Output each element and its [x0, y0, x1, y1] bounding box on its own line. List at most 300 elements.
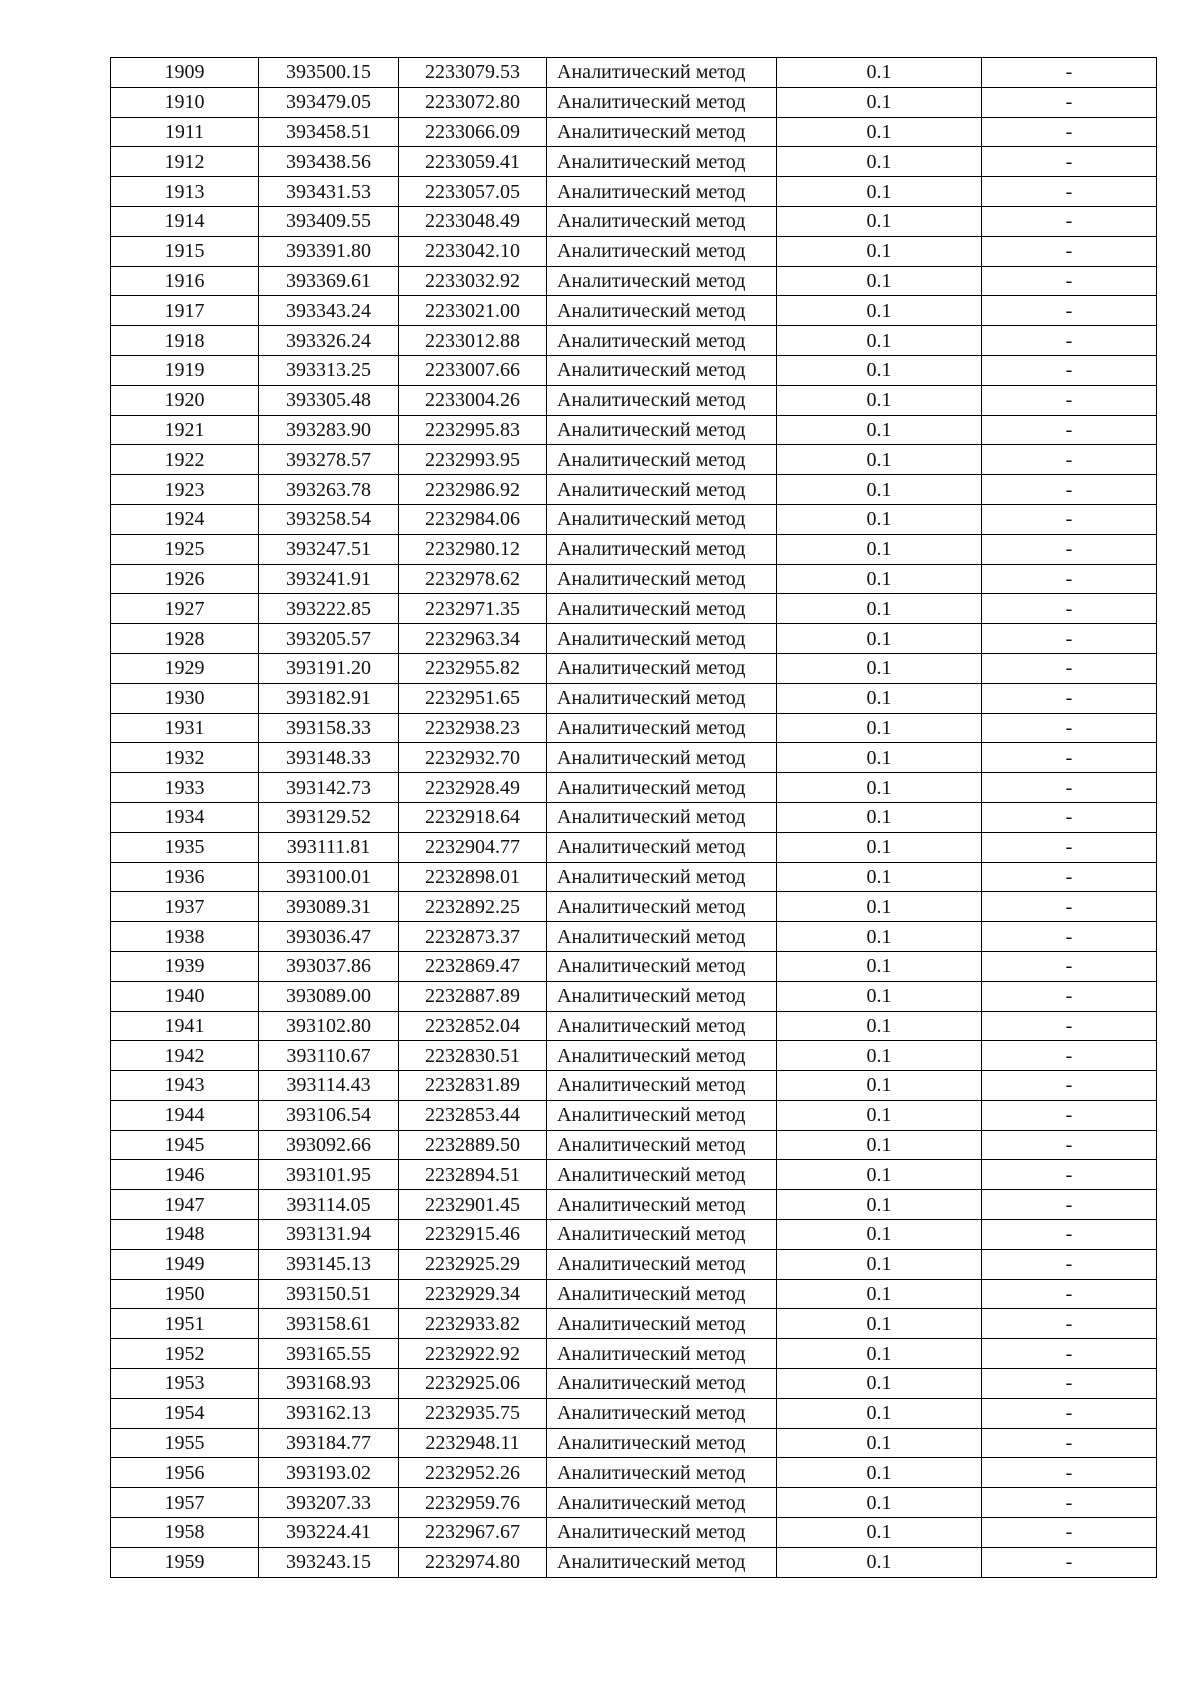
accuracy-cell: 0.1	[777, 832, 982, 862]
accuracy-cell: 0.1	[777, 802, 982, 832]
x-coordinate-cell: 393114.05	[259, 1190, 399, 1220]
y-coordinate-cell: 2233021.00	[399, 296, 547, 326]
method-cell: Аналитический метод	[547, 564, 777, 594]
method-cell: Аналитический метод	[547, 326, 777, 356]
method-cell: Аналитический метод	[547, 951, 777, 981]
y-coordinate-cell: 2232955.82	[399, 653, 547, 683]
y-coordinate-cell: 2232894.51	[399, 1160, 547, 1190]
method-cell: Аналитический метод	[547, 87, 777, 117]
x-coordinate-cell: 393283.90	[259, 415, 399, 445]
accuracy-cell: 0.1	[777, 445, 982, 475]
note-cell: -	[982, 177, 1157, 207]
accuracy-cell: 0.1	[777, 564, 982, 594]
x-coordinate-cell: 393343.24	[259, 296, 399, 326]
coordinates-table	[110, 57, 1157, 1578]
method-cell: Аналитический метод	[547, 832, 777, 862]
point-number-cell: 1942	[111, 1041, 259, 1071]
point-number-cell: 1949	[111, 1249, 259, 1279]
point-number-cell: 1956	[111, 1458, 259, 1488]
note-cell: -	[982, 1249, 1157, 1279]
y-coordinate-cell: 2232887.89	[399, 981, 547, 1011]
accuracy-cell: 0.1	[777, 1547, 982, 1577]
method-cell: Аналитический метод	[547, 773, 777, 803]
x-coordinate-cell: 393500.15	[259, 58, 399, 88]
accuracy-cell: 0.1	[777, 87, 982, 117]
note-cell: -	[982, 594, 1157, 624]
table-row	[111, 1011, 1157, 1041]
y-coordinate-cell: 2232959.76	[399, 1488, 547, 1518]
table-row	[111, 385, 1157, 415]
y-coordinate-cell: 2233059.41	[399, 147, 547, 177]
accuracy-cell: 0.1	[777, 385, 982, 415]
x-coordinate-cell: 393241.91	[259, 564, 399, 594]
note-cell: -	[982, 147, 1157, 177]
method-cell: Аналитический метод	[547, 415, 777, 445]
y-coordinate-cell: 2232948.11	[399, 1428, 547, 1458]
method-cell: Аналитический метод	[547, 1398, 777, 1428]
accuracy-cell: 0.1	[777, 624, 982, 654]
method-cell: Аналитический метод	[547, 594, 777, 624]
table-row	[111, 206, 1157, 236]
method-cell: Аналитический метод	[547, 1160, 777, 1190]
table-row	[111, 594, 1157, 624]
point-number-cell: 1918	[111, 326, 259, 356]
note-cell: -	[982, 683, 1157, 713]
point-number-cell: 1945	[111, 1130, 259, 1160]
point-number-cell: 1911	[111, 117, 259, 147]
x-coordinate-cell: 393247.51	[259, 534, 399, 564]
accuracy-cell: 0.1	[777, 1428, 982, 1458]
table-row	[111, 802, 1157, 832]
table-row	[111, 1309, 1157, 1339]
table-row	[111, 653, 1157, 683]
point-number-cell: 1930	[111, 683, 259, 713]
note-cell: -	[982, 624, 1157, 654]
table-row	[111, 504, 1157, 534]
method-cell: Аналитический метод	[547, 922, 777, 952]
note-cell: -	[982, 206, 1157, 236]
point-number-cell: 1936	[111, 862, 259, 892]
y-coordinate-cell: 2232922.92	[399, 1339, 547, 1369]
note-cell: -	[982, 236, 1157, 266]
note-cell: -	[982, 1547, 1157, 1577]
table-row	[111, 1428, 1157, 1458]
method-cell: Аналитический метод	[547, 236, 777, 266]
table-row	[111, 922, 1157, 952]
x-coordinate-cell: 393158.33	[259, 713, 399, 743]
x-coordinate-cell: 393182.91	[259, 683, 399, 713]
point-number-cell: 1933	[111, 773, 259, 803]
point-number-cell: 1927	[111, 594, 259, 624]
y-coordinate-cell: 2233057.05	[399, 177, 547, 207]
method-cell: Аналитический метод	[547, 1547, 777, 1577]
table-row	[111, 117, 1157, 147]
table-row	[111, 266, 1157, 296]
note-cell: -	[982, 653, 1157, 683]
table-row	[111, 1160, 1157, 1190]
x-coordinate-cell: 393101.95	[259, 1160, 399, 1190]
x-coordinate-cell: 393326.24	[259, 326, 399, 356]
accuracy-cell: 0.1	[777, 147, 982, 177]
table-row	[111, 1398, 1157, 1428]
accuracy-cell: 0.1	[777, 1339, 982, 1369]
note-cell: -	[982, 475, 1157, 505]
table-row	[111, 1130, 1157, 1160]
method-cell: Аналитический метод	[547, 1071, 777, 1101]
point-number-cell: 1954	[111, 1398, 259, 1428]
point-number-cell: 1934	[111, 802, 259, 832]
x-coordinate-cell: 393100.01	[259, 862, 399, 892]
method-cell: Аналитический метод	[547, 1369, 777, 1399]
x-coordinate-cell: 393438.56	[259, 147, 399, 177]
method-cell: Аналитический метод	[547, 1279, 777, 1309]
point-number-cell: 1955	[111, 1428, 259, 1458]
note-cell: -	[982, 415, 1157, 445]
y-coordinate-cell: 2232889.50	[399, 1130, 547, 1160]
method-cell: Аналитический метод	[547, 1339, 777, 1369]
method-cell: Аналитический метод	[547, 1518, 777, 1548]
accuracy-cell: 0.1	[777, 1458, 982, 1488]
y-coordinate-cell: 2232898.01	[399, 862, 547, 892]
y-coordinate-cell: 2233032.92	[399, 266, 547, 296]
accuracy-cell: 0.1	[777, 1100, 982, 1130]
method-cell: Аналитический метод	[547, 1458, 777, 1488]
x-coordinate-cell: 393258.54	[259, 504, 399, 534]
accuracy-cell: 0.1	[777, 1041, 982, 1071]
table-row	[111, 951, 1157, 981]
accuracy-cell: 0.1	[777, 1369, 982, 1399]
note-cell: -	[982, 326, 1157, 356]
point-number-cell: 1932	[111, 743, 259, 773]
y-coordinate-cell: 2232853.44	[399, 1100, 547, 1130]
y-coordinate-cell: 2232831.89	[399, 1071, 547, 1101]
accuracy-cell: 0.1	[777, 1190, 982, 1220]
y-coordinate-cell: 2232952.26	[399, 1458, 547, 1488]
point-number-cell: 1912	[111, 147, 259, 177]
note-cell: -	[982, 1220, 1157, 1250]
note-cell: -	[982, 773, 1157, 803]
y-coordinate-cell: 2232971.35	[399, 594, 547, 624]
table-row	[111, 1190, 1157, 1220]
x-coordinate-cell: 393391.80	[259, 236, 399, 266]
y-coordinate-cell: 2233066.09	[399, 117, 547, 147]
table-row	[111, 981, 1157, 1011]
accuracy-cell: 0.1	[777, 58, 982, 88]
accuracy-cell: 0.1	[777, 1488, 982, 1518]
method-cell: Аналитический метод	[547, 1130, 777, 1160]
y-coordinate-cell: 2233072.80	[399, 87, 547, 117]
point-number-cell: 1939	[111, 951, 259, 981]
accuracy-cell: 0.1	[777, 1071, 982, 1101]
note-cell: -	[982, 1339, 1157, 1369]
note-cell: -	[982, 922, 1157, 952]
method-cell: Аналитический метод	[547, 683, 777, 713]
x-coordinate-cell: 393110.67	[259, 1041, 399, 1071]
y-coordinate-cell: 2232993.95	[399, 445, 547, 475]
accuracy-cell: 0.1	[777, 862, 982, 892]
method-cell: Аналитический метод	[547, 981, 777, 1011]
note-cell: -	[982, 951, 1157, 981]
point-number-cell: 1926	[111, 564, 259, 594]
note-cell: -	[982, 1398, 1157, 1428]
x-coordinate-cell: 393106.54	[259, 1100, 399, 1130]
point-number-cell: 1925	[111, 534, 259, 564]
x-coordinate-cell: 393193.02	[259, 1458, 399, 1488]
accuracy-cell: 0.1	[777, 683, 982, 713]
x-coordinate-cell: 393145.13	[259, 1249, 399, 1279]
y-coordinate-cell: 2233042.10	[399, 236, 547, 266]
accuracy-cell: 0.1	[777, 504, 982, 534]
note-cell: -	[982, 1428, 1157, 1458]
note-cell: -	[982, 504, 1157, 534]
table-row	[111, 445, 1157, 475]
note-cell: -	[982, 266, 1157, 296]
x-coordinate-cell: 393243.15	[259, 1547, 399, 1577]
table-row	[111, 1547, 1157, 1577]
y-coordinate-cell: 2232980.12	[399, 534, 547, 564]
x-coordinate-cell: 393278.57	[259, 445, 399, 475]
table-row	[111, 1220, 1157, 1250]
accuracy-cell: 0.1	[777, 1398, 982, 1428]
point-number-cell: 1948	[111, 1220, 259, 1250]
note-cell: -	[982, 981, 1157, 1011]
accuracy-cell: 0.1	[777, 922, 982, 952]
x-coordinate-cell: 393129.52	[259, 802, 399, 832]
accuracy-cell: 0.1	[777, 1130, 982, 1160]
table-row	[111, 415, 1157, 445]
table-row	[111, 683, 1157, 713]
note-cell: -	[982, 1041, 1157, 1071]
accuracy-cell: 0.1	[777, 1160, 982, 1190]
point-number-cell: 1916	[111, 266, 259, 296]
accuracy-cell: 0.1	[777, 296, 982, 326]
point-number-cell: 1937	[111, 892, 259, 922]
point-number-cell: 1940	[111, 981, 259, 1011]
point-number-cell: 1917	[111, 296, 259, 326]
x-coordinate-cell: 393207.33	[259, 1488, 399, 1518]
note-cell: -	[982, 87, 1157, 117]
table-row	[111, 832, 1157, 862]
y-coordinate-cell: 2232963.34	[399, 624, 547, 654]
note-cell: -	[982, 445, 1157, 475]
accuracy-cell: 0.1	[777, 951, 982, 981]
x-coordinate-cell: 393479.05	[259, 87, 399, 117]
y-coordinate-cell: 2232852.04	[399, 1011, 547, 1041]
note-cell: -	[982, 1488, 1157, 1518]
y-coordinate-cell: 2232901.45	[399, 1190, 547, 1220]
x-coordinate-cell: 393089.00	[259, 981, 399, 1011]
table-row	[111, 58, 1157, 88]
table-row	[111, 1249, 1157, 1279]
table-row	[111, 1458, 1157, 1488]
method-cell: Аналитический метод	[547, 1041, 777, 1071]
y-coordinate-cell: 2232932.70	[399, 743, 547, 773]
note-cell: -	[982, 296, 1157, 326]
x-coordinate-cell: 393263.78	[259, 475, 399, 505]
note-cell: -	[982, 117, 1157, 147]
y-coordinate-cell: 2232933.82	[399, 1309, 547, 1339]
y-coordinate-cell: 2232986.92	[399, 475, 547, 505]
note-cell: -	[982, 1130, 1157, 1160]
y-coordinate-cell: 2233079.53	[399, 58, 547, 88]
note-cell: -	[982, 1190, 1157, 1220]
note-cell: -	[982, 534, 1157, 564]
note-cell: -	[982, 1279, 1157, 1309]
table-row	[111, 1339, 1157, 1369]
y-coordinate-cell: 2232918.64	[399, 802, 547, 832]
table-row	[111, 534, 1157, 564]
table-row	[111, 326, 1157, 356]
accuracy-cell: 0.1	[777, 981, 982, 1011]
coordinates-table-body	[111, 58, 1157, 1578]
x-coordinate-cell: 393165.55	[259, 1339, 399, 1369]
y-coordinate-cell: 2232995.83	[399, 415, 547, 445]
accuracy-cell: 0.1	[777, 236, 982, 266]
x-coordinate-cell: 393089.31	[259, 892, 399, 922]
table-row	[111, 1518, 1157, 1548]
point-number-cell: 1922	[111, 445, 259, 475]
y-coordinate-cell: 2233004.26	[399, 385, 547, 415]
method-cell: Аналитический метод	[547, 892, 777, 922]
y-coordinate-cell: 2232873.37	[399, 922, 547, 952]
y-coordinate-cell: 2232984.06	[399, 504, 547, 534]
note-cell: -	[982, 1160, 1157, 1190]
accuracy-cell: 0.1	[777, 1011, 982, 1041]
method-cell: Аналитический метод	[547, 58, 777, 88]
point-number-cell: 1910	[111, 87, 259, 117]
accuracy-cell: 0.1	[777, 326, 982, 356]
point-number-cell: 1946	[111, 1160, 259, 1190]
note-cell: -	[982, 892, 1157, 922]
x-coordinate-cell: 393305.48	[259, 385, 399, 415]
table-row	[111, 1369, 1157, 1399]
x-coordinate-cell: 393458.51	[259, 117, 399, 147]
accuracy-cell: 0.1	[777, 1279, 982, 1309]
table-row	[111, 475, 1157, 505]
x-coordinate-cell: 393142.73	[259, 773, 399, 803]
accuracy-cell: 0.1	[777, 117, 982, 147]
point-number-cell: 1920	[111, 385, 259, 415]
accuracy-cell: 0.1	[777, 415, 982, 445]
method-cell: Аналитический метод	[547, 624, 777, 654]
note-cell: -	[982, 1369, 1157, 1399]
accuracy-cell: 0.1	[777, 534, 982, 564]
table-row	[111, 564, 1157, 594]
point-number-cell: 1947	[111, 1190, 259, 1220]
point-number-cell: 1943	[111, 1071, 259, 1101]
method-cell: Аналитический метод	[547, 177, 777, 207]
accuracy-cell: 0.1	[777, 1249, 982, 1279]
accuracy-cell: 0.1	[777, 713, 982, 743]
table-row	[111, 177, 1157, 207]
point-number-cell: 1944	[111, 1100, 259, 1130]
point-number-cell: 1952	[111, 1339, 259, 1369]
method-cell: Аналитический метод	[547, 445, 777, 475]
note-cell: -	[982, 1458, 1157, 1488]
method-cell: Аналитический метод	[547, 862, 777, 892]
method-cell: Аналитический метод	[547, 1428, 777, 1458]
table-row	[111, 355, 1157, 385]
y-coordinate-cell: 2232967.67	[399, 1518, 547, 1548]
point-number-cell: 1921	[111, 415, 259, 445]
note-cell: -	[982, 862, 1157, 892]
note-cell: -	[982, 1100, 1157, 1130]
point-number-cell: 1928	[111, 624, 259, 654]
note-cell: -	[982, 385, 1157, 415]
point-number-cell: 1909	[111, 58, 259, 88]
x-coordinate-cell: 393205.57	[259, 624, 399, 654]
y-coordinate-cell: 2232869.47	[399, 951, 547, 981]
point-number-cell: 1938	[111, 922, 259, 952]
method-cell: Аналитический метод	[547, 743, 777, 773]
point-number-cell: 1950	[111, 1279, 259, 1309]
accuracy-cell: 0.1	[777, 773, 982, 803]
y-coordinate-cell: 2232892.25	[399, 892, 547, 922]
table-row	[111, 773, 1157, 803]
x-coordinate-cell: 393224.41	[259, 1518, 399, 1548]
point-number-cell: 1914	[111, 206, 259, 236]
x-coordinate-cell: 393150.51	[259, 1279, 399, 1309]
method-cell: Аналитический метод	[547, 147, 777, 177]
method-cell: Аналитический метод	[547, 1249, 777, 1279]
point-number-cell: 1915	[111, 236, 259, 266]
method-cell: Аналитический метод	[547, 1220, 777, 1250]
table-row	[111, 1100, 1157, 1130]
note-cell: -	[982, 1518, 1157, 1548]
y-coordinate-cell: 2232938.23	[399, 713, 547, 743]
x-coordinate-cell: 393184.77	[259, 1428, 399, 1458]
note-cell: -	[982, 58, 1157, 88]
accuracy-cell: 0.1	[777, 594, 982, 624]
x-coordinate-cell: 393102.80	[259, 1011, 399, 1041]
x-coordinate-cell: 393111.81	[259, 832, 399, 862]
x-coordinate-cell: 393036.47	[259, 922, 399, 952]
table-row	[111, 1041, 1157, 1071]
accuracy-cell: 0.1	[777, 653, 982, 683]
method-cell: Аналитический метод	[547, 1011, 777, 1041]
accuracy-cell: 0.1	[777, 743, 982, 773]
table-row	[111, 147, 1157, 177]
x-coordinate-cell: 393191.20	[259, 653, 399, 683]
table-row	[111, 1279, 1157, 1309]
method-cell: Аналитический метод	[547, 504, 777, 534]
x-coordinate-cell: 393037.86	[259, 951, 399, 981]
note-cell: -	[982, 355, 1157, 385]
method-cell: Аналитический метод	[547, 534, 777, 564]
x-coordinate-cell: 393131.94	[259, 1220, 399, 1250]
x-coordinate-cell: 393168.93	[259, 1369, 399, 1399]
point-number-cell: 1913	[111, 177, 259, 207]
method-cell: Аналитический метод	[547, 802, 777, 832]
y-coordinate-cell: 2232830.51	[399, 1041, 547, 1071]
point-number-cell: 1957	[111, 1488, 259, 1518]
y-coordinate-cell: 2232915.46	[399, 1220, 547, 1250]
table-row	[111, 87, 1157, 117]
x-coordinate-cell: 393162.13	[259, 1398, 399, 1428]
x-coordinate-cell: 393092.66	[259, 1130, 399, 1160]
method-cell: Аналитический метод	[547, 117, 777, 147]
accuracy-cell: 0.1	[777, 1220, 982, 1250]
accuracy-cell: 0.1	[777, 355, 982, 385]
y-coordinate-cell: 2232925.06	[399, 1369, 547, 1399]
y-coordinate-cell: 2232928.49	[399, 773, 547, 803]
point-number-cell: 1935	[111, 832, 259, 862]
note-cell: -	[982, 802, 1157, 832]
method-cell: Аналитический метод	[547, 296, 777, 326]
table-row	[111, 713, 1157, 743]
table-row	[111, 624, 1157, 654]
method-cell: Аналитический метод	[547, 355, 777, 385]
